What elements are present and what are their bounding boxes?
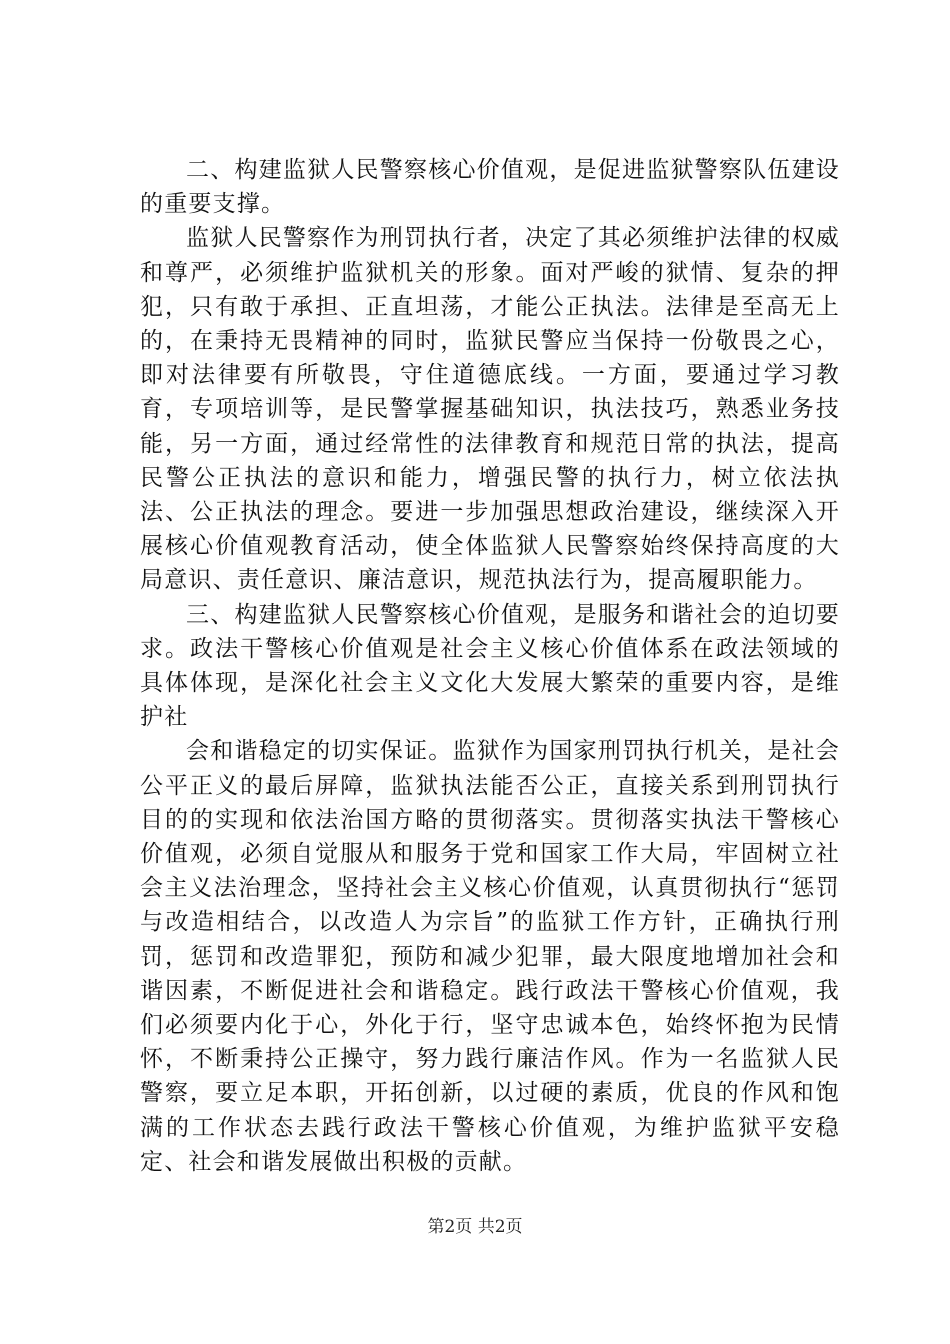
paragraph-section-two-heading: 二、构建监狱人民警察核心价值观，是促进监狱警察队伍建设的重要支撑。: [140, 157, 840, 218]
document-body: [140, 153, 840, 1179]
paragraph-section-three-heading: 三、构建监狱人民警察核心价值观，是服务和谐社会的迫切要求。政法干警核心价值观是社会主义核心价值体系在政法领域的具体体现，是深化社会主义文化大发展大繁荣的重要内容，是维护社: [140, 601, 840, 731]
paragraph-section-three-body: 会和谐稳定的切实保证。监狱作为国家刑罚执行机关，是社会公平正义的最后屏障，监狱执法能否公正，直接关系到刑罚执行目的的实现和依法治国方略的贯彻落实。贯彻落实执法干警核心价值观，必须自觉服从和服务于党和国家工作大局，牢固树立社会主义法治理念，坚持社会主义核心价值观，认真贯彻执行“惩罚与改造相结合，以改造人为宗旨”的监狱工作方针，正确执行刑罚，惩罚和改造罪犯，预防和减少犯罪，最大限度地增加社会和谐因素，不断促进社会和谐稳定。践行政法干警核心价值观，我们必须要内化于心，外化于行，坚守忠诚本色，始终怀抱为民情怀，不断秉持公正操守，努力践行廉洁作风。作为一名监狱人民警察，要立足本职，开拓创新，以过硬的素质，优良的作风和饱满的工作状态去践行政法干警核心价值观，为维护监狱平安稳定、社会和谐发展做出积极的贡献。: [140, 738, 840, 1175]
page-number-footer: 第2页 共2页: [427, 1217, 523, 1237]
paragraph-section-two-body: 监狱人民警察作为刑罚执行者，决定了其必须维护法律的权威和尊严，必须维护监狱机关的形象。面对严峻的狱情、复杂的押犯，只有敢于承担、正直坦荡，才能公正执法。法律是至高无上的，在秉持无畏精神的同时，监狱民警应当保持一份敬畏之心，即对法律要有所敬畏，守住道德底线。一方面，要通过学习教育，专项培训等，是民警掌握基础知识，执法技巧，熟悉业务技能，另一方面，通过经常性的法律教育和规范日常的执法，提高民警公正执法的意识和能力，增强民警的执行力，树立依法执法、公正执法的理念。要进一步加强思想政治建设，继续深入开展核心价值观教育活动，使全体监狱人民警察始终保持高度的大局意识、责任意识、廉洁意识，规范执法行为，提高履职能力。: [140, 225, 840, 594]
